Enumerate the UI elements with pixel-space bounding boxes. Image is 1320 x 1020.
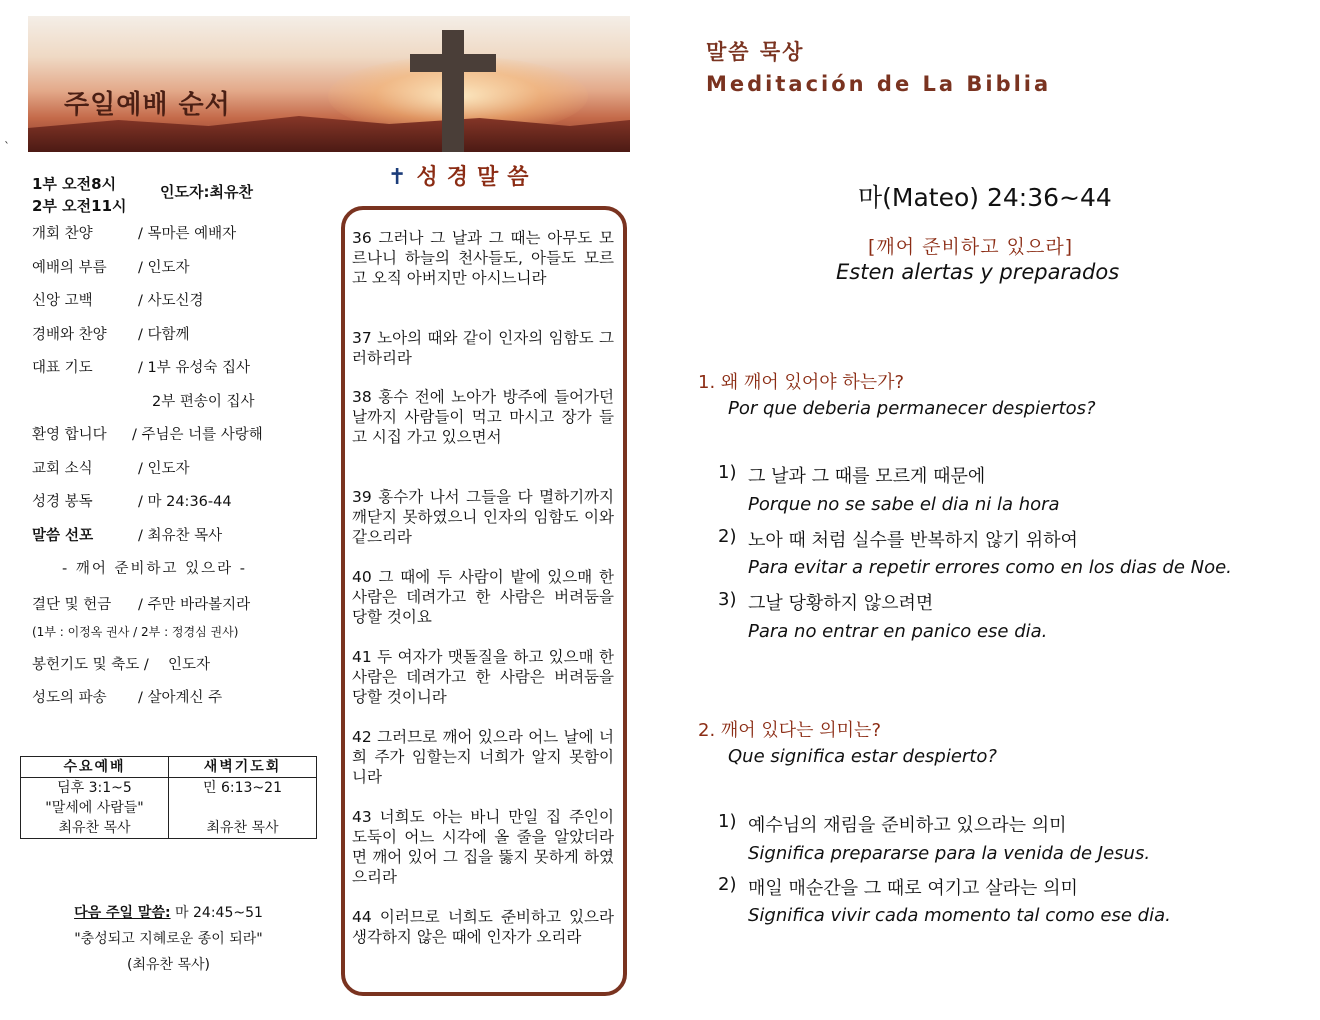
order-label: 성경 봉독 [32, 494, 93, 510]
scripture-heading [388, 160, 537, 191]
table-header-row [21, 757, 317, 778]
point-text-es: Porque no se sabe el dia ni la hora [748, 494, 1060, 515]
header-banner [28, 16, 630, 152]
order-value: / 살아계신 주 [138, 690, 223, 706]
order-label: 개회 찬양 [32, 226, 93, 242]
sermon-title-text: - 깨어 준비하고 있으라 - [62, 561, 247, 577]
table-header: 수요예배 [21, 757, 169, 778]
worship-leader: 인도자:최유찬 [160, 183, 253, 201]
offering-prayers-text: (1부 : 이정옥 권사 / 2부 : 정경심 권사) [32, 625, 239, 639]
point-number: 1) [718, 462, 737, 483]
verse: 37 노아의 때와 같이 인자의 임함도 그러하리라 [352, 329, 614, 367]
point-text-es: Para no entrar en panico ese dia. [748, 621, 1048, 642]
point-text-es: Significa prepararse para la venida de Jesus. [748, 843, 1151, 864]
point-text-es: Para evitar a repetir errores como en los dias de Noe. [748, 557, 1232, 578]
weekly-services-table [20, 756, 317, 839]
point-number: 2) [718, 526, 737, 547]
order-label: 말씀 선포 [32, 528, 94, 544]
service-time-2: 2부 오전11시 [32, 197, 127, 215]
wednesday-service-cell [21, 778, 169, 839]
order-label: 환영 합니다 [32, 427, 107, 443]
order-value: / 인도자 [138, 260, 190, 276]
theme-es: Esten alertas y preparados [836, 260, 1120, 284]
order-label: 예배의 부름 [32, 260, 107, 276]
scripture-heading-text: 성경말씀 [416, 165, 538, 190]
order-value: / 주님은 너를 사랑해 [132, 427, 263, 443]
verse: 40 그 때에 두 사람이 밭에 있으매 한 사람은 데려가고 한 사람은 버려둠을 당할 것이요 [352, 568, 614, 626]
verse: 36 그러나 그 날과 그 때는 아무도 모르나니 하늘의 천사들도, 아들도 모르고 오직 아버지만 아시느니라 [352, 229, 614, 287]
order-value: / 사도신경 [138, 293, 204, 309]
next-week-sermon [20, 900, 317, 978]
order-label: 교회 소식 [32, 461, 93, 477]
table-header: 새벽기도회 [169, 757, 317, 778]
next-week-preacher: (최유찬 목사) [127, 957, 210, 973]
meditation-title-ko: 말씀 묵상 [706, 40, 805, 64]
next-week-line [20, 900, 317, 926]
question-1-es: Por que deberia permanecer despiertos? [728, 398, 1096, 419]
service-time-1: 1부 오전8시 [32, 175, 117, 193]
next-week-reference: 마 24:45~51 [170, 905, 263, 921]
point-text: 예수님의 재림을 준비하고 있으라는 의미 [748, 815, 1067, 836]
question-1: 1. 왜 깨어 있어야 하는가? [698, 372, 905, 393]
cross-icon: ✝ [388, 165, 407, 190]
point-number: 1) [718, 811, 737, 832]
order-value: 2부 편송이 집사 [152, 394, 255, 410]
next-week-label: 다음 주일 말씀: [74, 905, 171, 921]
table-row [21, 778, 317, 839]
stray-mark: ` [4, 140, 10, 154]
point-text: 그날 당황하지 않으려면 [748, 593, 934, 614]
verse: 41 두 여자가 맷돌질을 하고 있으매 한 사람은 데려가고 한 사람은 버려둠을 당할 것이니라 [352, 648, 614, 706]
scripture-reference: 마(Mateo) 24:36~44 [858, 183, 1112, 212]
point-text: 노아 때 처럼 실수를 반복하지 않기 위하여 [748, 530, 1078, 551]
order-value: / 1부 유성숙 집사 [138, 360, 250, 376]
service-times [32, 173, 127, 217]
table-cell-line: 최유찬 목사 [58, 820, 131, 836]
dawn-service-cell [169, 778, 317, 839]
point-number: 3) [718, 589, 737, 610]
meditation-title-es: Meditación de La Biblia [706, 72, 1052, 96]
order-value: / 마 24:36-44 [138, 494, 232, 510]
verse: 42 그러므로 깨어 있으라 어느 날에 너희 주가 임할는지 너희가 알지 못함이니라 [352, 728, 614, 786]
cross-icon-horizontal [410, 54, 496, 72]
order-value: / 목마른 예배자 [138, 226, 237, 242]
point-number: 2) [718, 874, 737, 895]
order-value: / 주만 바라볼지라 [138, 597, 251, 613]
banner-title: 주일예배 순서 [64, 90, 231, 120]
order-value: / 인도자 [138, 461, 190, 477]
table-cell-line: 민 6:13~21 [203, 780, 282, 796]
verse: 44 이러므로 너희도 준비하고 있으라 생각하지 않은 때에 인자가 오리라 [352, 908, 614, 946]
table-cell-line: 최유찬 목사 [206, 820, 279, 836]
cross-icon-vertical [442, 30, 464, 152]
order-label: 성도의 파송 [32, 690, 107, 706]
table-cell-line [169, 798, 316, 818]
order-label: 봉헌기도 및 축도 / [32, 657, 149, 673]
order-label: 대표 기도 [32, 360, 93, 376]
table-cell-line: 딤후 3:1~5 [57, 780, 132, 796]
verse: 43 너희도 아는 바니 만일 집 주인이 도둑이 어느 시각에 올 줄을 알았더라면 깨어 있어 그 집을 뚫지 못하게 하였으리라 [352, 808, 614, 886]
point-text-es: Significa vivir cada momento tal como ese dia. [748, 905, 1171, 926]
question-2-es: Que significa estar despierto? [728, 746, 997, 767]
point-text: 매일 매순간을 그 때로 여기고 살라는 의미 [748, 878, 1078, 899]
point-text: 그 날과 그 때를 모르게 때문에 [748, 466, 986, 487]
question-2: 2. 깨어 있다는 의미는? [698, 720, 881, 741]
next-week-title: "충성되고 지혜로운 종이 되라" [74, 931, 263, 947]
order-label: 경배와 찬양 [32, 327, 107, 343]
table-cell-line: "말세에 사람들" [45, 800, 144, 816]
order-label: 신앙 고백 [32, 293, 93, 309]
order-value: 인도자 [168, 657, 211, 673]
theme-ko: [깨어 준비하고 있으라] [868, 236, 1074, 258]
verse: 38 홍수 전에 노아가 방주에 들어가던 날까지 사람들이 먹고 마시고 장가 들고 시집 가고 있으면서 [352, 388, 614, 446]
order-value: / 다함께 [138, 327, 190, 343]
order-label: 결단 및 헌금 [32, 597, 112, 613]
order-value: / 최유찬 목사 [138, 528, 223, 544]
verse: 39 홍수가 나서 그들을 다 멸하기까지 깨닫지 못하였으니 인자의 임함도 이와 같으리라 [352, 488, 614, 546]
